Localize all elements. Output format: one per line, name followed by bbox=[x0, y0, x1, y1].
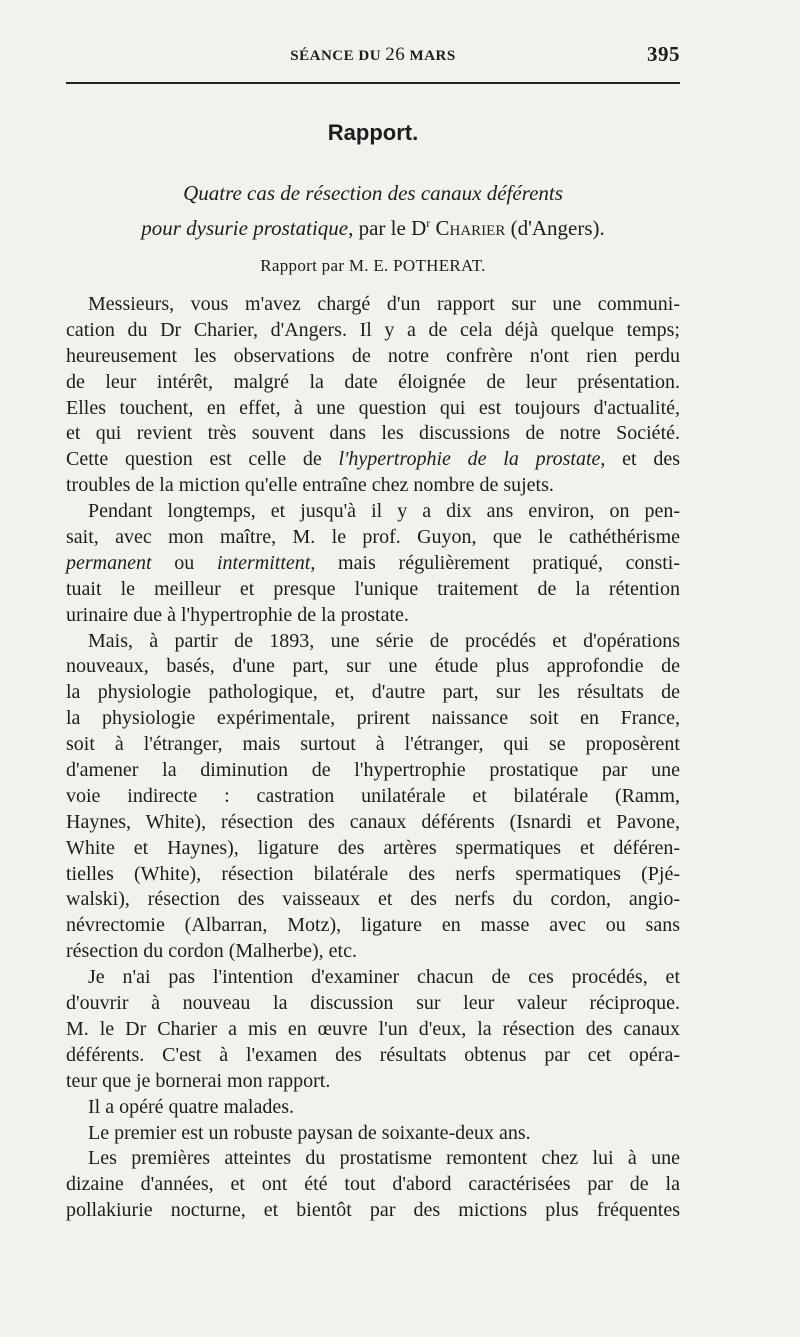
text-line: teur que je bornerai mon rapport. bbox=[66, 1069, 331, 1092]
text-line: sait, avec mon maître, M. le prof. Guyon, que le cathéthérisme bbox=[66, 526, 680, 549]
text-line: Cette question est celle de l'hypertrophie de la prostate, et des bbox=[66, 448, 680, 471]
text-line: Mais, à partir de 1893, une série de procédés et d'opérations bbox=[88, 629, 680, 652]
text-line: soit à l'étranger, mais surtout à l'étranger, qui se proposèrent bbox=[66, 733, 680, 756]
text-line: Pendant longtemps, et jusqu'à il y a dix ans environ, on pen- bbox=[88, 500, 680, 523]
text-line: Elles touchent, en effet, à une question qui est toujours d'actualité, bbox=[66, 396, 680, 419]
text-line: d'amener la diminution de l'hypertrophie prostatique par une bbox=[66, 759, 680, 782]
text-line: voie indirecte : castration unilatérale et bilatérale (Ramm, bbox=[66, 784, 680, 807]
body-text bbox=[66, 292, 680, 1224]
running-head bbox=[66, 44, 680, 68]
text-line: la physiologie pathologique, et, d'autre part, sur les résultats de bbox=[66, 681, 680, 704]
section-title: Rapport. bbox=[327, 120, 419, 145]
rapporteur-line: Rapport par M. E. POTHERAT. bbox=[260, 256, 486, 275]
text-line: résection du cordon (Malherbe), etc. bbox=[66, 940, 357, 963]
text-line: walski), résection des vaisseaux et des nerfs du cordon, angio- bbox=[66, 888, 680, 911]
text-line: White et Haynes), ligature des artères spermatiques et déféren- bbox=[66, 836, 680, 859]
text-line: troubles de la miction qu'elle entraîne chez nombre de sujets. bbox=[66, 474, 554, 497]
work-title bbox=[66, 178, 680, 243]
text-line: la physiologie expérimentale, prirent naissance soit en France, bbox=[66, 707, 680, 730]
text-line: pollakiurie nocturne, et bientôt par des mictions plus fréquentes bbox=[66, 1199, 680, 1222]
text-line: M. le Dr Charier a mis en œuvre l'un d'eux, la résection des canaux bbox=[66, 1017, 680, 1040]
running-head-title: SÉANCE DU 26 MARS bbox=[290, 44, 456, 65]
header-rule bbox=[66, 82, 680, 84]
text-line: cation du Dr Charier, d'Angers. Il y a de cela déjà quelque temps; bbox=[66, 318, 680, 341]
text-line: Les premières atteintes du prostatisme remontent chez lui à une bbox=[88, 1147, 680, 1170]
text-line: dizaine d'années, et ont été tout d'abord caractérisées par de la bbox=[66, 1173, 680, 1196]
text-line: d'ouvrir à nouveau la discussion sur leur valeur réciproque. bbox=[66, 992, 680, 1015]
text-line: tuait le meilleur et presque l'unique traitement de la rétention bbox=[66, 577, 680, 600]
text-line: urinaire due à l'hypertrophie de la prostate. bbox=[66, 603, 409, 626]
text-line: permanent ou intermittent, mais régulièrement pratiqué, consti- bbox=[66, 551, 681, 574]
page-number: 395 bbox=[647, 42, 680, 66]
text-line: Le premier est un robuste paysan de soixante-deux ans. bbox=[88, 1121, 531, 1144]
text-line: déférents. C'est à l'examen des résultats obtenus par cet opéra- bbox=[66, 1043, 680, 1066]
work-title-line-1: Quatre cas de résection des canaux déférents bbox=[183, 181, 563, 205]
text-line: heureusement les observations de notre confrère n'ont rien perdu bbox=[66, 344, 680, 367]
text-line: Messieurs, vous m'avez chargé d'un rapport sur une communi- bbox=[88, 293, 680, 315]
text-line: Haynes, White), résection des canaux déférents (Isnardi et Pavone, bbox=[66, 810, 680, 833]
text-line: Je n'ai pas l'intention d'examiner chacun de ces procédés, et bbox=[88, 966, 680, 989]
text-line: névrectomie (Albarran, Motz), ligature en masse avec ou sans bbox=[66, 914, 680, 937]
text-line: nouveaux, basés, d'une part, sur une étude plus approfondie de bbox=[66, 655, 680, 678]
work-title-line-2: pour dysurie prostatique, par le $D^r$ Charier (d'Angers). bbox=[141, 216, 605, 240]
text-line: Il a opéré quatre malades. bbox=[88, 1095, 295, 1118]
text-line: tielles (White), résection bilatérale des nerfs spermatiques (Pjé- bbox=[66, 862, 680, 885]
text-line: de leur intérêt, malgré la date éloignée de leur présentation. bbox=[66, 370, 680, 393]
text-line: et qui revient très souvent dans les discussions de notre Société. bbox=[66, 422, 680, 445]
